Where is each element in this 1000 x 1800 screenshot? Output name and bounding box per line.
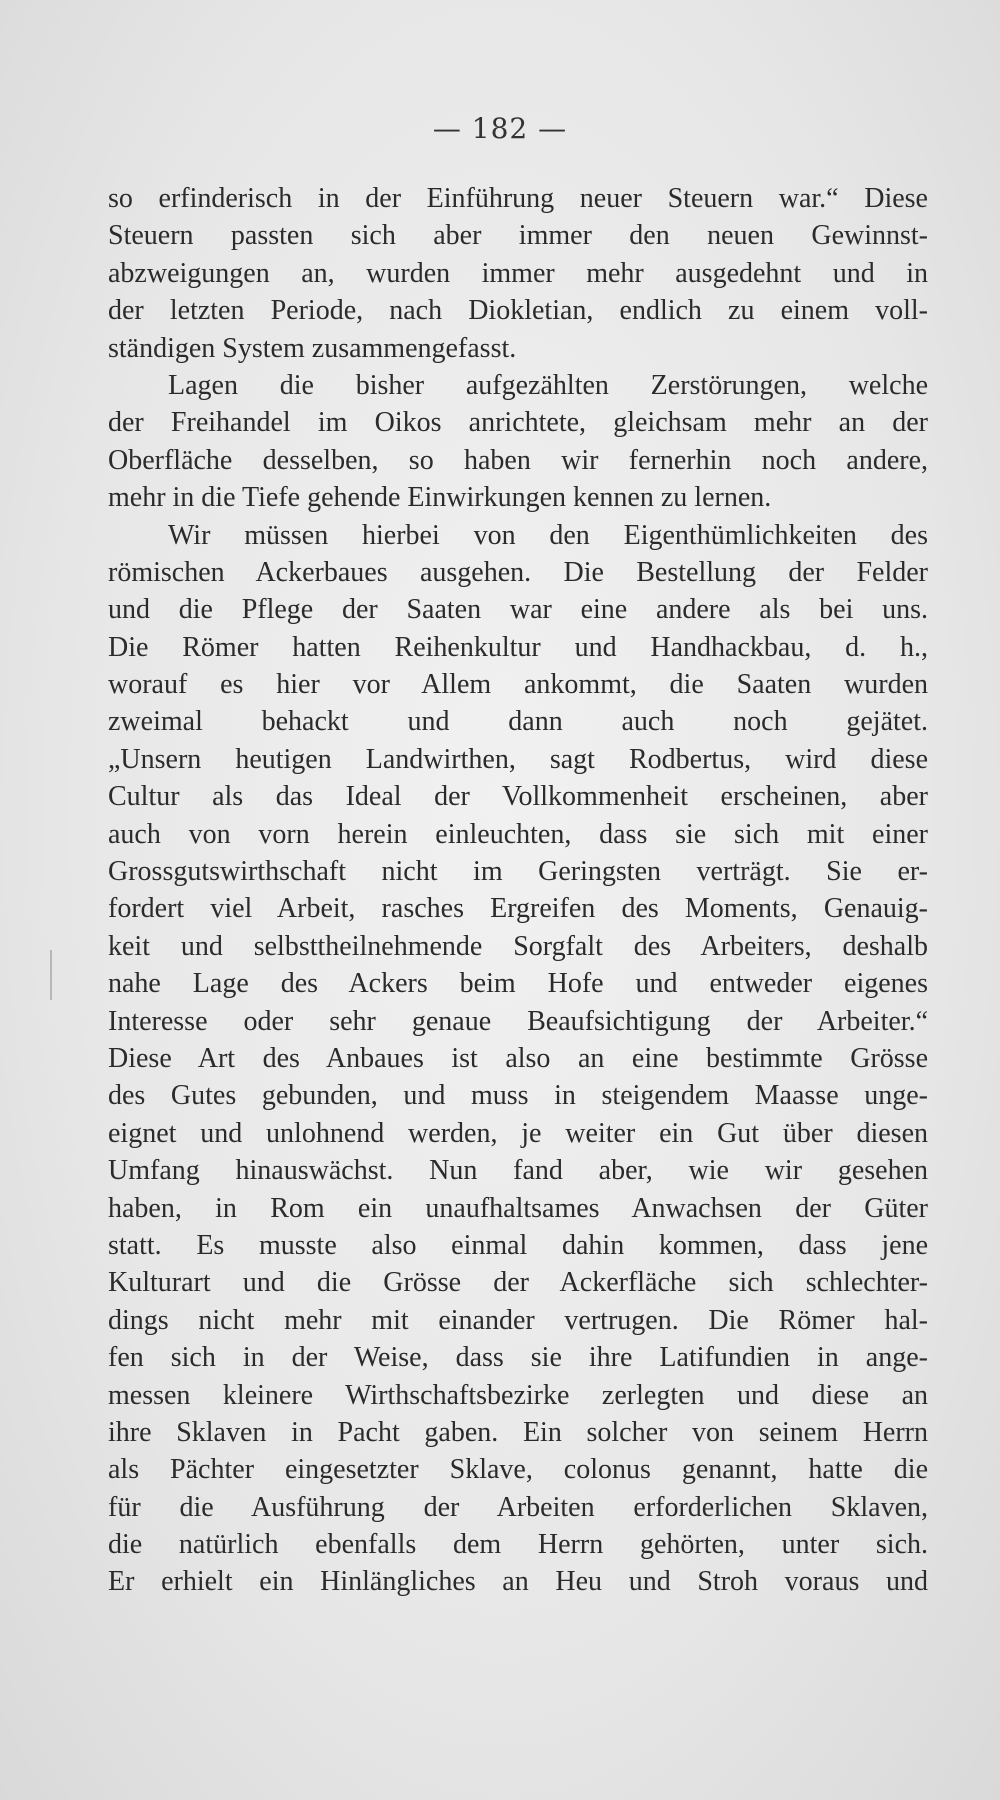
text-line: keit und selbsttheilnehmende Sorgfalt des Arbeiters, deshalb: [108, 930, 928, 962]
text-line: worauf es hier vor Allem ankommt, die Saaten wurden: [108, 669, 928, 701]
text-line: fordert viel Arbeit, rasches Ergreifen des Moments, Genauig-: [108, 893, 928, 925]
text-line: der letzten Periode, nach Diokletian, endlich zu einem voll-: [108, 295, 928, 327]
text-line: eignet und unlohnend werden, je weiter ein Gut über diesen: [108, 1117, 928, 1149]
text-line: zweimal behackt und dann auch noch gejätet.: [108, 706, 928, 738]
text-line: Oberfläche desselben, so haben wir fernerhin noch andere,: [108, 444, 928, 476]
text-line: Steuern passten sich aber immer den neuen Gewinnst-: [108, 220, 928, 252]
text-line: die natürlich ebenfalls dem Herrn gehörten, unter sich.: [108, 1529, 928, 1561]
page-number: — 182 —: [432, 112, 568, 145]
text-line: Wir müssen hierbei von den Eigenthümlichkeiten des: [168, 519, 928, 551]
text-line: nahe Lage des Ackers beim Hofe und entweder eigenes: [108, 968, 928, 1000]
text-line: ihre Sklaven in Pacht gaben. Ein solcher von seinem Herrn: [108, 1416, 928, 1448]
text-line: abzweigungen an, wurden immer mehr ausgedehnt und in: [108, 257, 928, 289]
text-line: Er erhielt ein Hinlängliches an Heu und Stroh voraus und: [108, 1566, 928, 1598]
text-line: des Gutes gebunden, und muss in steigendem Maasse unge-: [108, 1080, 928, 1112]
text-line: fen sich in der Weise, dass sie ihre Latifundien in ange-: [108, 1342, 928, 1374]
text-line: Lagen die bisher aufgezählten Zerstörungen, welche: [168, 369, 928, 401]
text-line: römischen Ackerbaues ausgehen. Die Bestellung der Felder: [108, 556, 928, 588]
text-line: Kulturart und die Grösse der Ackerfläche sich schlechter-: [108, 1267, 928, 1299]
margin-pencil-mark: [50, 950, 52, 1000]
text-line: dings nicht mehr mit einander vertrugen. Die Römer hal-: [108, 1304, 928, 1336]
text-line: Diese Art des Anbaues ist also an eine bestimmte Grösse: [108, 1042, 928, 1074]
text-line: und die Pflege der Saaten war eine andere als bei uns.: [108, 594, 928, 626]
text-line: für die Ausführung der Arbeiten erforderlichen Sklaven,: [108, 1491, 928, 1523]
text-line: ständigen System zusammengefasst.: [108, 332, 517, 364]
text-line: auch von vorn herein einleuchten, dass sie sich mit einer: [108, 818, 928, 850]
text-line: Grossgutswirthschaft nicht im Geringsten verträgt. Sie er-: [108, 856, 928, 888]
text-line: der Freihandel im Oikos anrichtete, gleichsam mehr an der: [108, 407, 928, 439]
text-line: haben, in Rom ein unaufhaltsames Anwachsen der Güter: [108, 1192, 928, 1224]
text-line: als Pächter eingesetzter Sklave, colonus genannt, hatte die: [108, 1454, 928, 1486]
text-line: Umfang hinauswächst. Nun fand aber, wie wir gesehen: [108, 1155, 928, 1187]
text-line: Interesse oder sehr genaue Beaufsichtigung der Arbeiter.“: [108, 1005, 928, 1037]
text-line: so erfinderisch in der Einführung neuer Steuern war.“ Diese: [108, 183, 928, 214]
text-line: Die Römer hatten Reihenkultur und Handhackbau, d. h.,: [108, 631, 928, 663]
body-text: [108, 180, 928, 1601]
text-line: messen kleinere Wirthschaftsbezirke zerlegten und diese an: [108, 1379, 928, 1411]
text-line: statt. Es musste also einmal dahin kommen, dass jene: [108, 1229, 928, 1261]
text-line: mehr in die Tiefe gehende Einwirkungen kennen zu lernen.: [108, 482, 772, 514]
text-line: „Unsern heutigen Landwirthen, sagt Rodbertus, wird diese: [108, 743, 928, 775]
text-line: Cultur als das Ideal der Vollkommenheit erscheinen, aber: [108, 781, 928, 813]
